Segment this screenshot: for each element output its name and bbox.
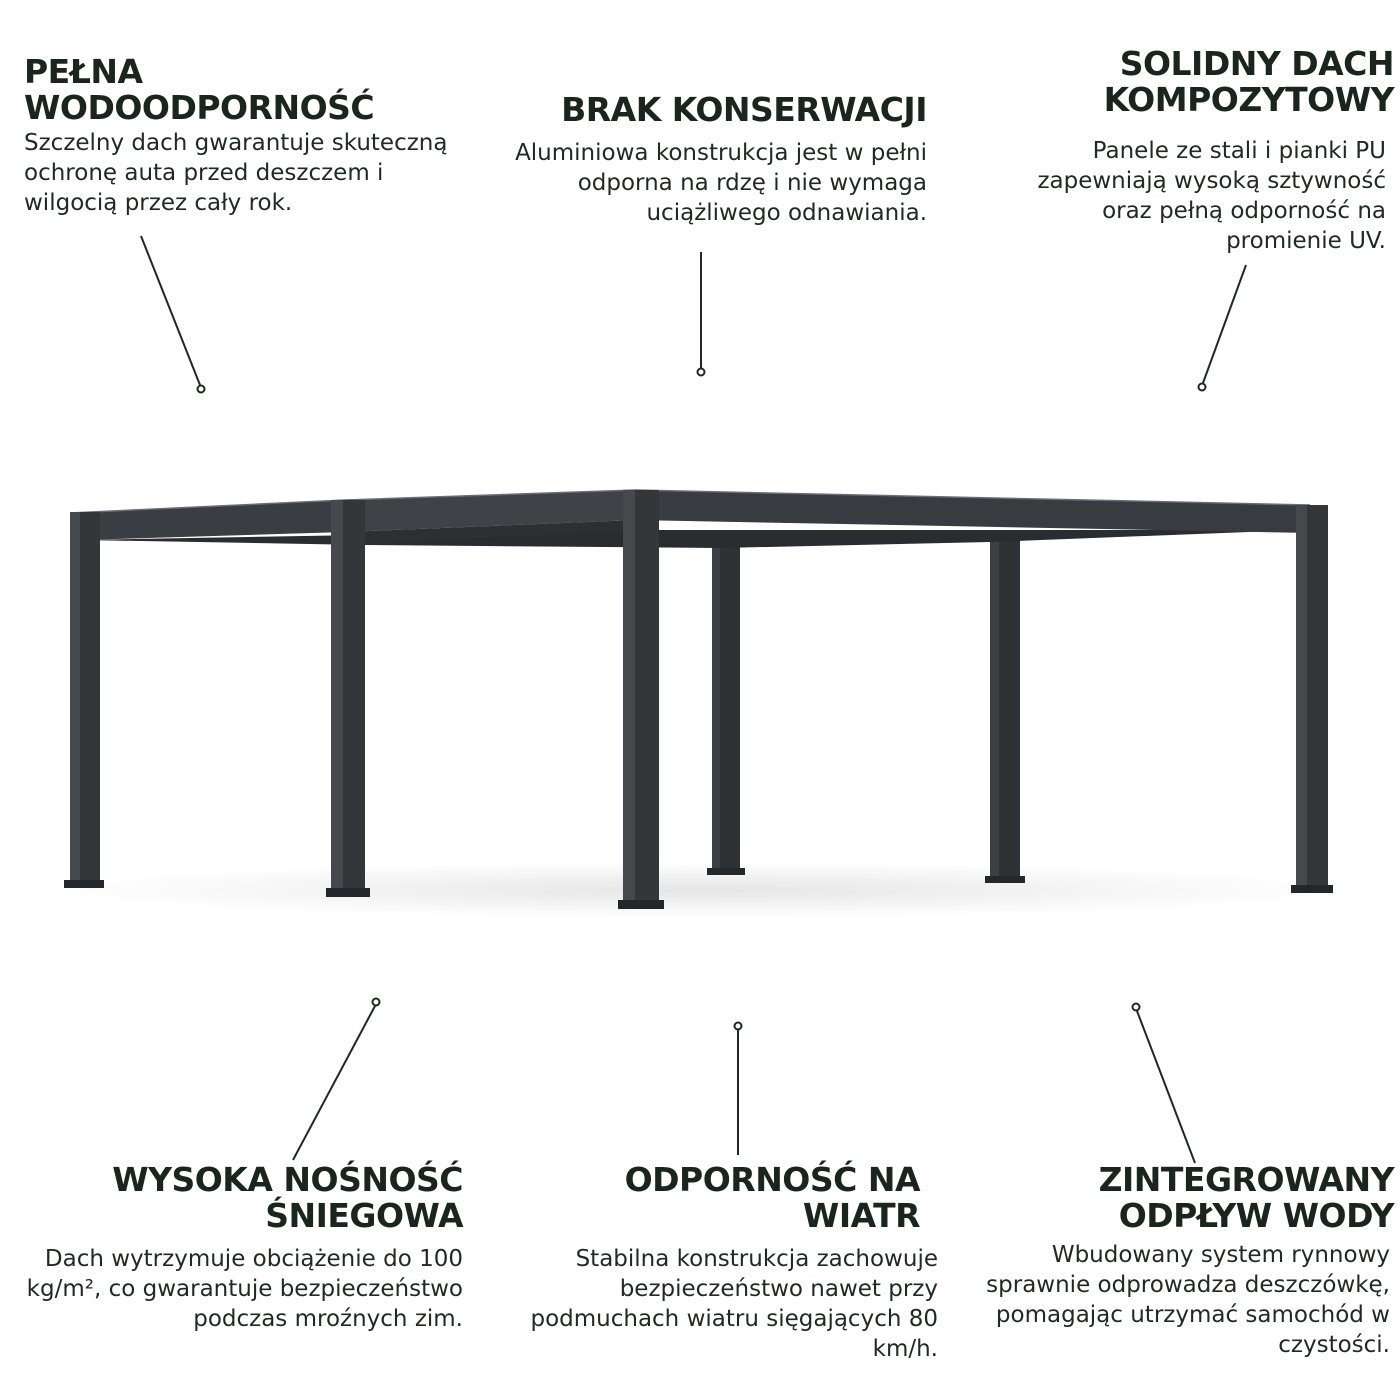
feature-description: Szczelny dach gwarantuje skuteczną ochronę auta przed deszczem i wilgocią przez cały rok. bbox=[24, 130, 448, 216]
feature-snow-load bbox=[20, 1162, 463, 1334]
feature-description: Stabilna konstrukcja zachowuje bezpieczeństwo nawet przy podmuchach wiatru sięgających 80 km/h. bbox=[530, 1246, 938, 1362]
feature-description: Wbudowany system rynnowy sprawnie odprowadza deszczówkę, pomagając utrzymać samochód w czystości. bbox=[986, 1242, 1390, 1358]
feature-title bbox=[980, 46, 1394, 118]
feature-water-drainage bbox=[980, 1162, 1394, 1360]
feature-description: Aluminiowa konstrukcja jest w pełni odporna na rdzę i nie wymaga uciążliwego odnawiania. bbox=[515, 140, 927, 226]
feature-title bbox=[460, 92, 927, 128]
callout-line-4 bbox=[293, 1006, 375, 1160]
callout-dot-2 bbox=[698, 369, 705, 376]
feature-title-line: PEŁNA bbox=[24, 52, 143, 91]
callout-lines bbox=[141, 236, 1246, 1163]
callout-dot-4 bbox=[373, 999, 380, 1006]
feature-title-line: WODOODPORNOŚĆ bbox=[24, 88, 375, 127]
feature-title bbox=[20, 1162, 463, 1234]
feature-description: Dach wytrzymuje obciążenie do 100 kg/m², co gwarantuje bezpieczeństwo podczas mroźnych zim. bbox=[26, 1246, 463, 1332]
callout-dot-6 bbox=[1133, 1004, 1140, 1011]
feature-title-line: ODPŁYW WODY bbox=[1118, 1196, 1394, 1235]
callout-dot-3 bbox=[1199, 384, 1206, 391]
callout-dot-5 bbox=[735, 1023, 742, 1030]
feature-title bbox=[24, 54, 464, 126]
feature-title-line: WYSOKA NOŚNOŚĆ bbox=[112, 1160, 463, 1199]
ground-shadow bbox=[40, 862, 1360, 918]
feature-title-line: KOMPOZYTOWY bbox=[1103, 80, 1394, 119]
back-posts bbox=[707, 540, 1025, 883]
callout-line-3 bbox=[1203, 265, 1246, 383]
front-posts bbox=[64, 490, 1333, 909]
feature-no-maintenance bbox=[460, 92, 927, 228]
feature-title-line: ZINTEGROWANY bbox=[1098, 1160, 1394, 1199]
feature-description: Panele ze stali i pianki PU zapewniają wysoką sztywność oraz pełną odporność na promienie UV. bbox=[1037, 138, 1386, 254]
feature-title-line: SOLIDNY DACH bbox=[1119, 44, 1394, 83]
feature-title-line: ŚNIEGOWA bbox=[265, 1196, 463, 1235]
feature-composite-roof bbox=[980, 46, 1394, 256]
feature-title bbox=[490, 1162, 920, 1234]
callout-dot-1 bbox=[198, 386, 205, 393]
feature-title-line: WIATR bbox=[802, 1196, 920, 1235]
callout-line-1 bbox=[141, 236, 200, 385]
callout-line-6 bbox=[1137, 1011, 1195, 1163]
feature-title bbox=[980, 1162, 1394, 1234]
feature-wind-resistance bbox=[490, 1162, 938, 1364]
feature-title-line: ODPORNOŚĆ NA bbox=[624, 1160, 920, 1199]
feature-waterproof bbox=[24, 54, 464, 218]
feature-title-line: BRAK KONSERWACJI bbox=[561, 90, 927, 129]
